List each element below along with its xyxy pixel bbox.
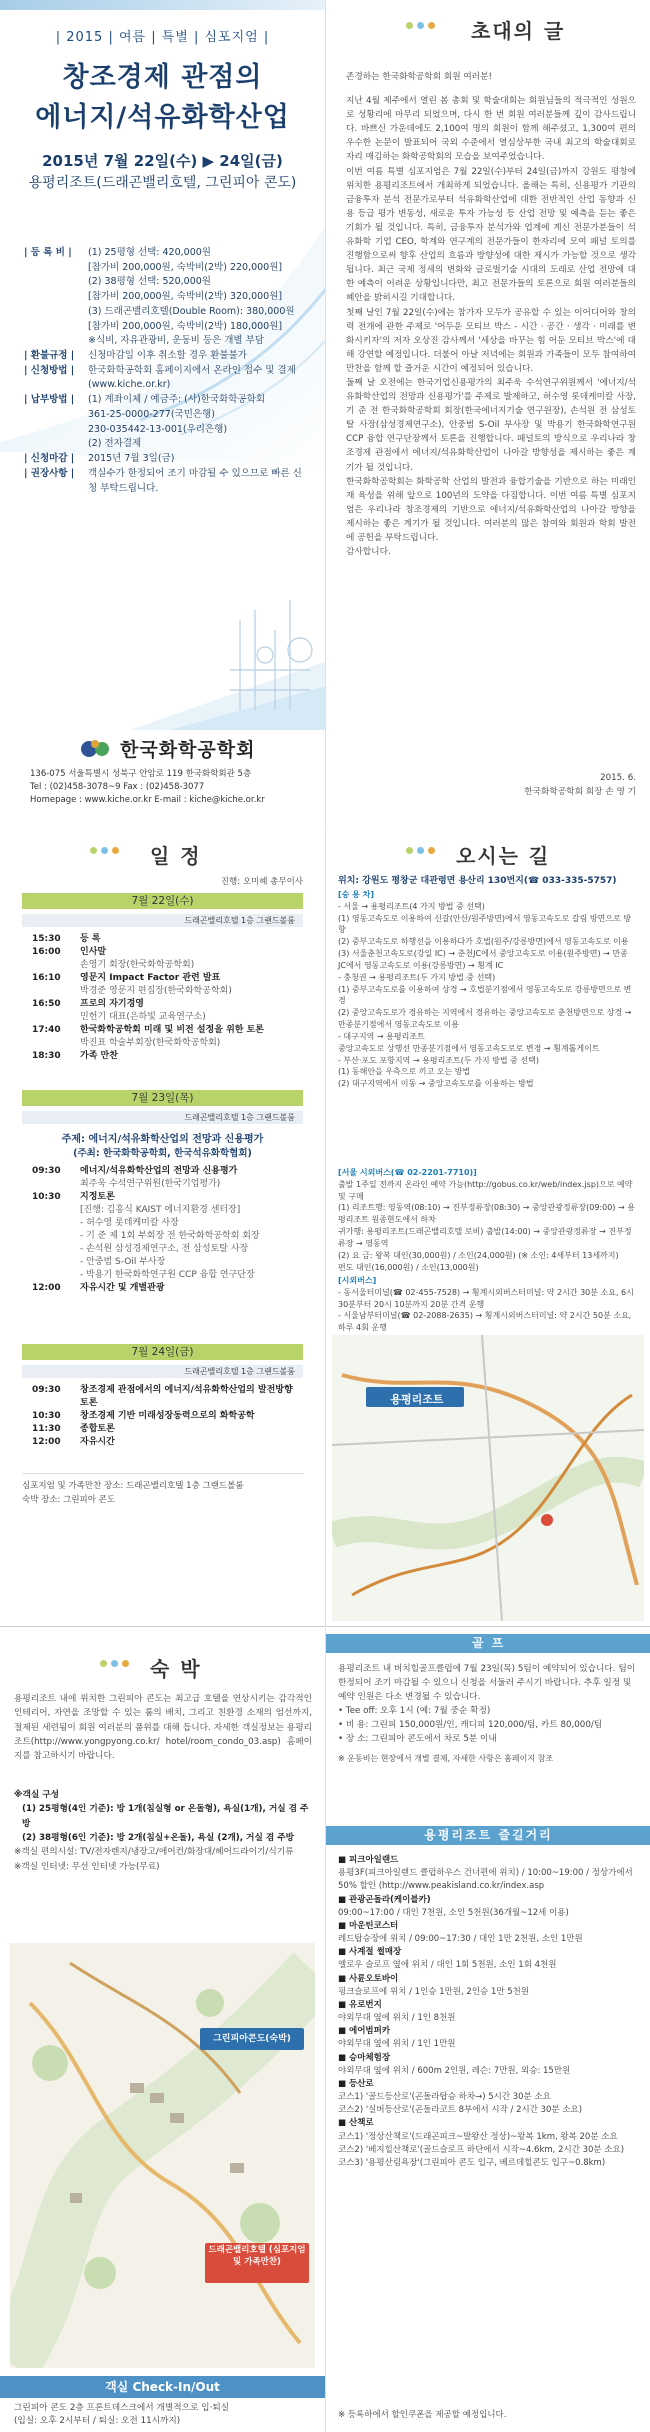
activity-desc: 야외무대 옆에 위치 / 1인 1만원 — [338, 2039, 456, 2050]
info-row — [24, 275, 304, 290]
activities-list — [338, 1854, 640, 2170]
schedule-detail — [80, 1230, 303, 1243]
schedule-item — [32, 1217, 303, 1230]
cover-venue: 용평리조트(드래곤밸리호텔, 그린피아 콘도) — [28, 175, 297, 191]
activity-item — [338, 2117, 640, 2143]
activity-item — [338, 2078, 640, 2104]
day2-block — [0, 1090, 325, 1295]
activity-item — [338, 1854, 640, 1894]
plant-illustration — [130, 560, 325, 730]
greeting-salutation: 존경하는 한국화학공학회 회원 여러분! — [346, 72, 493, 82]
directions-line: 귀가행: 용평리조트(드래곤밸리호텔 로비) 출발(14:00) → 중앙관광정류장 → 진부정류장 → 영동역 — [338, 1227, 632, 1248]
schedule-page — [0, 827, 325, 1627]
schedule-item — [32, 1436, 303, 1449]
greeting-page — [325, 0, 650, 826]
schedule-item-sub: [진행: 김흥식 KAIST 에너지환경 센터장] — [80, 1205, 241, 1216]
schedule-presenter: 진행: 오미혜 총무이사 — [220, 877, 303, 887]
activity-desc: 핑크슬로프에 위치 / 1인승 1만원, 2인승 1만 5천원 — [338, 1986, 530, 1997]
schedule-time: 12:00 — [32, 1437, 61, 1448]
registration-info — [24, 246, 304, 496]
activity-item — [338, 1894, 640, 1920]
title-ornament — [406, 22, 435, 29]
schedule-item — [32, 1269, 303, 1282]
schedule-detail — [80, 1410, 303, 1423]
title-ornament — [100, 1660, 129, 1667]
activity-desc: 야외무대 옆에 위치 / 1인 8천원 — [338, 2013, 456, 2024]
directions-line: - 동서울터미널(☎ 02-455-7528) → 횡계시외버스터미널: 약 2시간 30분 소요, 6시 30분부터 20시 10분까지 20분 간격 운행 — [338, 1287, 634, 1309]
map-hotel-label: 드래곤밸리호텔 (심포지엄 및 가족만찬) — [208, 2245, 306, 2267]
activity-desc: 용평3F(피크아일랜드 클럽하우스 건너편에 위치) / 10:00~19:00 / 정상가에서 50% 할인 (http://www.peakisland.co.kr/index.asp — [338, 1868, 633, 1892]
greeting-signature-block — [346, 772, 636, 800]
cover-date: 2015년 7월 22일(수) ▶ 24일(금) — [42, 152, 283, 170]
directions-car — [338, 889, 638, 1090]
day1-items — [32, 933, 303, 1063]
schedule-detail — [80, 1256, 303, 1269]
directions-line: - 서울남부터미널(☎ 02-2088-2635) → 횡계시외버스터미널: 약 2시간 50분 소요, 하루 4회 운행 — [338, 1311, 632, 1333]
schedule-detail — [80, 972, 303, 998]
info-row — [24, 334, 304, 349]
schedule-item — [32, 946, 303, 972]
directions-line: (1) 리조트행: 영동역(08:10) → 진부정류장(08:30) → 중앙관광정류장(09:00) → 용평리조트 원종현도에서 하차 — [338, 1203, 635, 1225]
info-value: (1) 25평형 선택: 420,000원 — [88, 247, 211, 258]
activity-item — [338, 2104, 640, 2117]
day3-items — [32, 1384, 303, 1449]
activity-item — [338, 2052, 640, 2078]
room-amenities: ※객실 편의시설: TV/전자렌지/냉장고/에어컨/화장대/헤어드라이기/식기류 — [14, 1847, 294, 1858]
info-label: | 신청방법 | — [24, 364, 75, 376]
resort-map — [10, 1943, 315, 2368]
schedule-item — [32, 1410, 303, 1423]
title-ornament — [90, 847, 119, 854]
schedule-item-title: 자유시간 및 개별관광 — [80, 1283, 165, 1294]
info-row — [24, 290, 304, 305]
schedule-item — [32, 1050, 303, 1063]
directions-location: 위치: 강원도 평창군 대관령면 용산리 130번지(☎ 033-335-5757) — [338, 876, 617, 886]
info-label — [24, 305, 88, 320]
org-web-email: Homepage : www.kiche.or.kr E-mail : kiche@kiche.or.kr — [30, 794, 265, 805]
day2-room: 드래곤밸리호텔 1층 그랜드볼룸 — [22, 1111, 303, 1124]
schedule-time: 18:30 — [32, 1051, 61, 1062]
activity-desc: 코스1) '정상산책로'(드래곤피크~발왕산 정상)~왕복 1km, 왕복 20분 소요 — [338, 2131, 618, 2142]
schedule-time — [32, 1269, 80, 1282]
directions-bus-heading: [서울 시외버스(☎ 02-2201-7710)] — [338, 1168, 477, 1177]
activity-desc: 야외무대 옆에 위치 / 600m 2인원, 레슨: 7만원, 외승: 15만원 — [338, 2065, 571, 2076]
info-label — [24, 320, 88, 335]
day1-room: 드래곤밸리호텔 1층 그랜드볼룸 — [22, 914, 303, 927]
day2-host: (주최: 한국화학공학회, 한국석유화학협회) — [73, 1148, 252, 1159]
title-ornament — [406, 847, 435, 854]
schedule-item-title: 에너지/석유화학산업의 전망과 신용평가 — [80, 1166, 238, 1176]
day1-date: 7월 22일(수) — [22, 893, 303, 909]
schedule-detail — [80, 998, 303, 1024]
schedule-item — [32, 1423, 303, 1436]
schedule-detail — [80, 1384, 303, 1410]
cover-title-line2: 에너지/석유화학산업 — [35, 102, 290, 133]
day1-block — [0, 893, 325, 1063]
info-value: 객실수가 한정되어 조기 마감될 수 있으므로 빠른 신청 부탁드립니다. — [88, 467, 302, 494]
schedule-time: 12:00 — [32, 1283, 61, 1294]
directions-line: (1) 중부고속도로를 이용하여 상경 → 호법분기점에서 영동고속도로 강릉방면으로 변경 — [338, 984, 632, 1006]
info-label: | 환불규정 | — [24, 350, 75, 362]
info-value: (2) 전자결제 — [88, 438, 142, 450]
schedule-item — [32, 933, 303, 946]
schedule-time — [32, 1217, 80, 1230]
directions-intercity-list — [338, 1287, 638, 1334]
org-name: 한국화학공학회 — [120, 739, 256, 761]
activity-item — [338, 2157, 640, 2170]
golf-info — [338, 1662, 638, 1766]
schedule-time: 16:50 — [32, 999, 61, 1010]
activity-desc: 레드탑승장에 위치 / 09:00~17:30 / 대인 1만 2천원, 소인 1만원 — [338, 1934, 583, 1945]
golf-tee: • Tee off: 오후 1시 (예: 7월 중순 확정) — [338, 1706, 491, 1717]
directions-intercity-bus — [338, 1275, 638, 1334]
directions-line: - 부산·포도 포항지역 → 용평리조트(두 가지 방법 중 선택) — [338, 1055, 540, 1065]
activity-item — [338, 1946, 640, 1972]
info-label — [24, 275, 88, 290]
schedule-item — [32, 1282, 303, 1295]
schedule-time: 11:30 — [32, 1424, 61, 1435]
directions-line: (1) 동해안을 우측으로 끼고 오는 방법 — [338, 1067, 471, 1077]
org-address: 136-075 서울특별시 성북구 안암로 119 한국화학회관 5층 — [30, 769, 252, 779]
schedule-time — [32, 1243, 80, 1256]
info-value: 2015년 7월 3일(금) — [88, 453, 175, 465]
activity-name: ■ 산책로 — [338, 2118, 374, 2129]
greeting-date: 2015. 6. — [600, 773, 636, 783]
schedule-detail — [80, 933, 303, 946]
info-label: | 등 록 비 | — [24, 247, 72, 258]
cover-title-line1: 창조경제 관점의 — [62, 62, 263, 93]
schedule-detail — [80, 1423, 303, 1436]
info-label: | 권장사항 | — [24, 467, 75, 479]
schedule-time: 17:40 — [32, 1025, 61, 1036]
info-label: | 납부방법 | — [24, 394, 75, 406]
schedule-time: 15:30 — [32, 934, 61, 944]
directions-line: - 대구지역 → 용평리조트 — [338, 1031, 425, 1041]
activity-item — [338, 1973, 640, 1999]
schedule-time: 16:10 — [32, 973, 61, 984]
info-row — [24, 246, 304, 261]
greeting-body — [346, 70, 636, 559]
directions-page — [325, 827, 650, 1627]
contact-info — [30, 768, 320, 806]
activity-name: ■ 유로번지 — [338, 1999, 382, 2010]
info-value: [참가비 200,000원, 숙박비(2박) 180,000원] — [88, 320, 283, 332]
schedule-item-sub: 최주욱 수석연구위원(한국기업평가) — [80, 1179, 221, 1190]
lodging-body: 용평리조트 내에 위치한 그린피아 콘도는 최고급 호텔을 연상시키는 감각적인 인테리어, 자연을 조망할 수 있는 룸의 배치, 그리고 친환경 소재의 엄선까지, 절제된 세련됨이 회원 여러분의 품위를 대해 듭니다. 자세한 객실정보는 용평리조트(http://www.yongpyong.co.kr/ hotel/room_condo_03.asp) 홈페이지를 참고하시기 바랍니다. — [14, 1694, 312, 1762]
directions-car-heading: [승 용 차] — [338, 890, 375, 899]
map-condo-label: 그린피아콘도(숙박) — [213, 2034, 291, 2044]
directions-car-list — [338, 901, 638, 1090]
schedule-detail — [80, 1243, 303, 1256]
info-label — [24, 290, 88, 305]
golf-title: 골 프 — [326, 1634, 650, 1653]
greeting-paragraph: 지난 4월 제주에서 열린 봄 총회 및 학술대회는 회원님들의 적극적인 성원으로 성황리에 마무리 되었으며, 다시 한 번 회원 여러분들께 깊이 감사드립니다. 바쁘신 가운데에도 2,100여 명의 회원이 함께 해주셨고, 1,300여 편의 우수한 논문이 발표되어 국외 수준에서 열심상부한 국내 최고의 학술대회로 자리 매김하는 화학공학회의 모습을 보여주었습니다. — [346, 96, 636, 163]
info-label — [24, 408, 88, 423]
greeting-signature: 한국화학공학회 회장 손 영 기 — [524, 786, 636, 797]
info-row — [24, 437, 304, 452]
schedule-title: 일 정 — [150, 844, 202, 868]
room-internet: ※객실 인터넷: 무선 인터넷 가능(무료) — [14, 1861, 160, 1872]
activity-desc: 코스1) '골드등산로'(곤돌라탑승 하차→) 5시간 30분 소요 — [338, 2092, 551, 2103]
schedule-item-sub: 박진표 학술부회장(한국화학공학회) — [80, 1038, 221, 1049]
activities-note: ※ 등록하에서 할인쿠폰을 제공할 예정입니다. — [338, 2410, 507, 2420]
schedule-detail — [80, 1050, 303, 1063]
schedule-item-title: 종합토론 — [80, 1424, 115, 1435]
activity-name: ■ 등산로 — [338, 2078, 374, 2089]
schedule-item-title: 지정토론 — [80, 1192, 115, 1203]
checkin-info — [14, 2402, 312, 2429]
schedule-detail — [80, 1024, 303, 1050]
day2-date: 7월 23일(목) — [22, 1090, 303, 1106]
directions-line: (2) 중앙고속도로가 경유하는 지역에서 경유하는 중앙고속도로 춘천방면으로 상경 → 만종분기점에서 영동고속도로 이용 — [338, 1008, 632, 1030]
info-value: 신청마감일 이후 취소할 경우 환불불가 — [88, 350, 247, 362]
info-label — [24, 334, 88, 349]
schedule-item-sub: - 기 준 제 1회 부회장 전 한국화학공학회 회장 — [80, 1231, 260, 1242]
directions-line: (3) 서울춘천고속도로(강일 IC) → 춘천JC에서 중앙고속도로 이용(원주방면) → 만종 JC에서 영동고속도로 이용(강릉방면) → 횡계 IC — [338, 949, 628, 970]
schedule-item-title: 등 록 — [80, 934, 101, 944]
schedule-item-title: 한국화학공학회 미래 및 비전 설정을 위한 토론 — [80, 1025, 264, 1036]
top-decoration-strip — [0, 0, 325, 10]
info-row — [24, 364, 304, 393]
info-value: (1) 계좌이체 / 예금주: (사)한국화학공학회 — [88, 394, 266, 406]
schedule-item — [32, 1165, 303, 1191]
info-value: [참가비 200,000원, 숙박비(2박) 220,000원] — [88, 261, 283, 273]
golf-cost: • 비 용: 그린피 150,000원/인, 캐디피 120,000/팀, 카트 80,000/팀 — [338, 1720, 603, 1731]
info-row — [24, 452, 304, 467]
schedule-detail — [80, 1217, 303, 1230]
schedule-item-sub: - 박용기 한국화학연구원 CCP 융합 연구단장 — [80, 1270, 255, 1281]
schedule-item — [32, 1191, 303, 1217]
cover-panel — [0, 0, 650, 826]
info-row — [24, 393, 304, 408]
greeting-paragraph: 감사합니다. — [346, 547, 391, 558]
greeting-paragraph: 첫째 날인 7월 22일(수)에는 참가자 모두가 공유할 수 있는 이어디어와 창의력 전개에 관한 주제로 '어두운 모티브 박스 - 시간 · 공간 · 생각 · 미래를 변화시키자'의 저자 오상진 감사께서 '세상을 바꾸는 힘 어둔 모티브 박스'에 대해 강연할 예정입니다. 더불어 아날 저녁에는 회원과 가족들이 모두 참여하여 만찬을 함께 할 즐거운 시간이 예정되어 있습니다. — [346, 307, 636, 374]
schedule-time: 10:30 — [32, 1192, 61, 1203]
schedule-note: 숙박 장소: 그린피아 콘도 — [22, 1494, 116, 1505]
day2-theme: 주제: 에너지/석유화학산업의 전망과 신용평가 — [61, 1134, 264, 1145]
activity-desc: 코스3) '용평산림욕장'(그린피아 콘도 입구, 베르데힐콘도 입구~0.8km) — [338, 2157, 606, 2168]
schedule-item-title: 창조경제 기반 미래성장동력으로의 화학공학 — [80, 1411, 255, 1422]
activity-item — [338, 1999, 640, 2025]
info-label — [24, 437, 88, 452]
schedule-item — [32, 972, 303, 998]
room-type: (1) 25평형(4인 기준): 방 1개(침실형 or 온돌형), 욕실(1개), 거실 겸 주방 — [22, 1804, 309, 1829]
schedule-time: 16:00 — [32, 947, 61, 958]
schedule-detail — [80, 1191, 303, 1217]
info-label: | 신청마감 | — [24, 453, 75, 465]
schedule-item-sub: - 손석원 삼성경제연구소, 전 삼성토탈 사장 — [80, 1244, 249, 1255]
schedule-time: 10:30 — [32, 1411, 61, 1422]
schedule-item — [32, 1243, 303, 1256]
schedule-item-title: 자유시간 — [80, 1437, 115, 1448]
schedule-time: 09:30 — [32, 1385, 61, 1395]
cover-page — [0, 0, 325, 826]
activity-item — [338, 1920, 640, 1946]
activity-name: ■ 관광곤돌라(케이블카) — [338, 1894, 431, 1905]
schedule-item — [32, 1230, 303, 1243]
activity-name: ■ 사륜오토바이 — [338, 1973, 399, 1984]
directions-title: 오시는 길 — [456, 844, 551, 868]
golf-place: • 장 소: 그린피아 콘도에서 차로 5분 이내 — [338, 1734, 497, 1745]
info-row — [24, 305, 304, 320]
activity-name: ■ 피크아일랜드 — [338, 1855, 399, 1865]
info-value: 361-25-0000-277(국민은행) — [88, 408, 215, 420]
info-value: [참가비 200,000원, 숙박비(2박) 320,000원] — [88, 291, 283, 303]
lodging-title: 숙 박 — [150, 1657, 202, 1681]
directions-line: (2) 대구지역에서 이동 → 중앙고속도로를 이용하는 방법 — [338, 1079, 534, 1089]
info-value: ※식비, 자유관광비, 운동비 등은 개별 부담 — [88, 335, 264, 347]
lodging-page — [0, 1628, 325, 2432]
schedule-item-sub: - 허수영 롯데케미칼 사장 — [80, 1218, 179, 1229]
directions-line: 출발 1주일 전까지 온라인 예약 가능(http://gobus.co.kr/web/index.jsp)으로 예약 및 구매 — [338, 1179, 633, 1201]
room-info — [14, 1788, 312, 1874]
day3-room: 드래곤밸리호텔 1층 그랜드볼룸 — [22, 1365, 303, 1378]
schedule-item-sub: 손영기 회장(한국화학공학회) — [80, 960, 195, 971]
day3-date: 7월 24일(금) — [22, 1344, 303, 1360]
golf-activities-page — [325, 1628, 650, 2432]
info-row — [24, 408, 304, 423]
schedule-item-title: 가족 만찬 — [80, 1051, 118, 1062]
info-value: 230-035442-13-001(우리은행) — [88, 423, 228, 435]
activity-desc: 코스2) '베지힐산책로'(골드슬로프 하단에서 시작~4.6km, 2시간 30분 소요) — [338, 2144, 625, 2155]
schedule-detail — [80, 1269, 303, 1282]
directions-line: (2) 요 금: 왕복 대인(30,000원) / 소인(24,000원) (※ 소인: 4세부터 13세까지) — [338, 1250, 619, 1260]
info-row — [24, 320, 304, 335]
activity-item — [338, 2144, 640, 2157]
lodging-activities-panel — [0, 1628, 650, 2432]
info-row — [24, 467, 304, 496]
greeting-paragraph: 이번 여름 특별 심포지엄은 7월 22일(수)부터 24일(금)까지 강원도 평창에 위치한 용평리조트에서 개최하게 되었습니다. 올해는 특히, 신용평가 기관의 금융투자 분석 전문가로부터 석유화학산업에 대한 전반적인 산업 동향과 신용 등급 평가 변동성, 새로운 투자 가능성 등 산업 전망 및 예측을 듣는 좋은 기회가 될 것입니다. 특히, 금융투자 분석가와 업계에 계신 전문가분들이 석유화학 기업 CEO, 학계와 연구계의 전문가들이 한자리에 모여 패널 토의를 진행함으로써 향후 산업의 흐름과 방향성에 대한 제시가 가능할 것으로 생각됩니다. 최근 국제 정세의 변화와 글로벌기술 시대의 도래로 산업 전망에 대한 예측이 어려운 상황입니다만, 최고 전문가들의 토론으로 회원 여러분들의 혜안을 밝히시길 기대합니다. — [346, 166, 636, 304]
directions-intercity-heading: [시외버스] — [338, 1276, 377, 1285]
schedule-item — [32, 1384, 303, 1410]
schedule-detail — [80, 1436, 303, 1449]
schedule-directions-panel — [0, 827, 650, 1627]
info-value: 한국화학공학회 홈페이지에서 온라인 접수 및 결제 (www.kiche.or.kr) — [88, 364, 296, 391]
directions-line: (1) 영동고속도로 이용하여 신갈(안산/원주방면)에서 영동고속도로 갈림 방면으로 방향 — [338, 913, 632, 935]
schedule-item-sub: - 안중범 S-Oil 부사장 — [80, 1257, 166, 1268]
golf-body: 용평리조트 내 버치힐골프클럽에 7월 23일(목) 5팀이 예약되어 있습니다. 팀이 한정되어 조기 마감될 수 있으니 신청을 서둘러 주시기 바랍니다. 추후 일정 및 예약 인원은 다소 변경될 수 있습니다. — [338, 1664, 636, 1703]
schedule-note: 심포지엄 및 가족만찬 장소: 드래곤밸리호텔 1층 그랜드볼룸 — [22, 1481, 244, 1491]
schedule-item — [32, 1256, 303, 1269]
schedule-item-sub: 민헌기 대표(은하빛 교육연구소) — [80, 1012, 206, 1023]
info-row — [24, 349, 304, 364]
activity-name: ■ 마운틴코스터 — [338, 1920, 399, 1931]
greeting-title: 초대의 글 — [471, 19, 566, 43]
activity-name: ■ 사계절 썰매장 — [338, 1947, 402, 1958]
info-value: (2) 38평형 선택: 520,000원 — [88, 276, 211, 288]
schedule-detail — [80, 946, 303, 972]
day3-block — [0, 1344, 325, 1449]
schedule-detail — [80, 1282, 303, 1295]
directions-line: 편도 대인(16,000원) / 소인(13,000원) — [338, 1262, 479, 1272]
golf-note: ※ 운동비는 현장에서 개별 결제, 자세한 사항은 홈페이지 참조 — [338, 1753, 554, 1763]
info-row — [24, 423, 304, 438]
room-type: (2) 38평형(6인 기준): 방 2개(침실+온돌), 욕실 (2개), 거실 겸 주방 — [22, 1833, 295, 1844]
activity-name: ■ 에어범퍼카 — [338, 2026, 391, 2037]
schedule-item — [32, 998, 303, 1024]
directions-line: - 충청권 → 용평리조트(두 가지 방법 중 선택) — [338, 972, 496, 982]
checkin-text: 그린피아 콘도 2층 프론트데스크에서 개별적으로 입·퇴실 — [14, 2403, 230, 2413]
activities-title: 용평리조트 즐길거리 — [326, 1826, 650, 1845]
schedule-item-title: 프로의 자기경영 — [80, 999, 144, 1010]
schedule-time — [32, 1230, 80, 1243]
info-label — [24, 423, 88, 438]
schedule-item-title: 인사말 — [80, 947, 107, 958]
room-header: ※객실 구성 — [14, 1790, 60, 1800]
checkin-title: 객실 Check-In/Out — [0, 2376, 325, 2398]
directions-line: 중앙고속도로 상행선 만종분기점에서 영동고속도로로 변경 → 횡계톨게이트 — [338, 1043, 600, 1053]
kiche-logo-icon — [80, 738, 114, 760]
checkin-time: (입실: 오후 2시부터 / 퇴실: 오전 11시까지) — [14, 2416, 181, 2427]
schedule-item-title: 영문지 Impact Factor 관련 발표 — [80, 973, 221, 984]
activity-item — [338, 2025, 640, 2051]
schedule-detail — [80, 1165, 303, 1191]
info-label — [24, 261, 88, 276]
day2-items — [32, 1165, 303, 1295]
schedule-item-sub: 박경준 영문지 편집장(한국화학공학회) — [80, 986, 232, 997]
directions-map — [332, 1335, 644, 1621]
schedule-time: 09:30 — [32, 1166, 61, 1176]
directions-line: - 서울 → 용평리조트(4 가지 방법 중 선택) — [338, 901, 485, 911]
org-tel-fax: Tel : (02)458-3078~9 Fax : (02)458-3077 — [30, 781, 205, 792]
cover-kicker: | 2015 | 여름 | 특별 | 심포지엄 | — [55, 30, 270, 45]
schedule-time — [32, 1256, 80, 1269]
org-logo — [80, 735, 255, 762]
activity-desc: 엘로우 슬로프 옆에 위치 / 대인 1회 5천원, 소인 1회 4천원 — [338, 1960, 557, 1971]
activity-desc: 09:00~17:00 / 대인 7천원, 소인 5천원(36개월~12세 이용) — [338, 1907, 569, 1918]
activity-name: ■ 승마체험장 — [338, 2052, 391, 2063]
info-row — [24, 261, 304, 276]
greeting-paragraph: 둘째 날 오전에는 한국기업신용평가의 최주욱 수석연구위원께서 '에너지/석유화학산업의 전망과 신용평가'를 주제로 발제하고, 허수영 롯데케미칼 사장, 기 준 전 한국화학공학회 회장(한국에너지기술 연구원장), 손석원 전 삼성토탈 사장(삼성경제연구소), 안중범 S-Oil 부사장 및 박용기 한국화학연구원 CCP 융합 연구단장께서 토론을 진행합니다. 패널토의 방식으로 우리나라 창조경제 관점에서 에너지/석유화학산업이 나아갈 방향성을 제시하는 좋은 계기가 될 것입니다. — [346, 377, 636, 473]
map-resort-label: 용평리조트 — [390, 1393, 444, 1406]
directions-bus-seoul — [338, 1167, 638, 1273]
schedule-notes — [22, 1473, 304, 1507]
directions-bus-list — [338, 1179, 638, 1274]
activity-desc: 코스2) '실버등산로'(곤돌라코트 8부에서 시작 / 2시간 30분 소요) — [338, 2105, 583, 2116]
greeting-paragraph: 한국화학공학회는 화학공학 산업의 발전과 융합기술을 기반으로 하는 미래인재 육성을 위해 앞으로 100년의 도약을 다짐합니다. 이번 여름 특별 심포지엄은 우리나라 창조경제의 기반으로 에너지/석유화학산업의 나아갈 방향을 제시하는 좋은 계기가 될 것입니다. 여러분의 많은 참여와 회원과 학회 발전에 공헌을 부탁드립니다. — [346, 476, 636, 543]
schedule-item — [32, 1024, 303, 1050]
schedule-item-title: 창조경제 관점에서의 에너지/석유화학산업의 발전방향 토론 — [80, 1385, 293, 1409]
directions-line: (2) 중부고속도로 하행선을 이용하다가 호법(원주/강릉방면)에서 영동고속도로 이용 — [338, 937, 629, 947]
info-value: (3) 드래곤밸리호텔(Double Room): 380,000원 — [88, 305, 295, 317]
